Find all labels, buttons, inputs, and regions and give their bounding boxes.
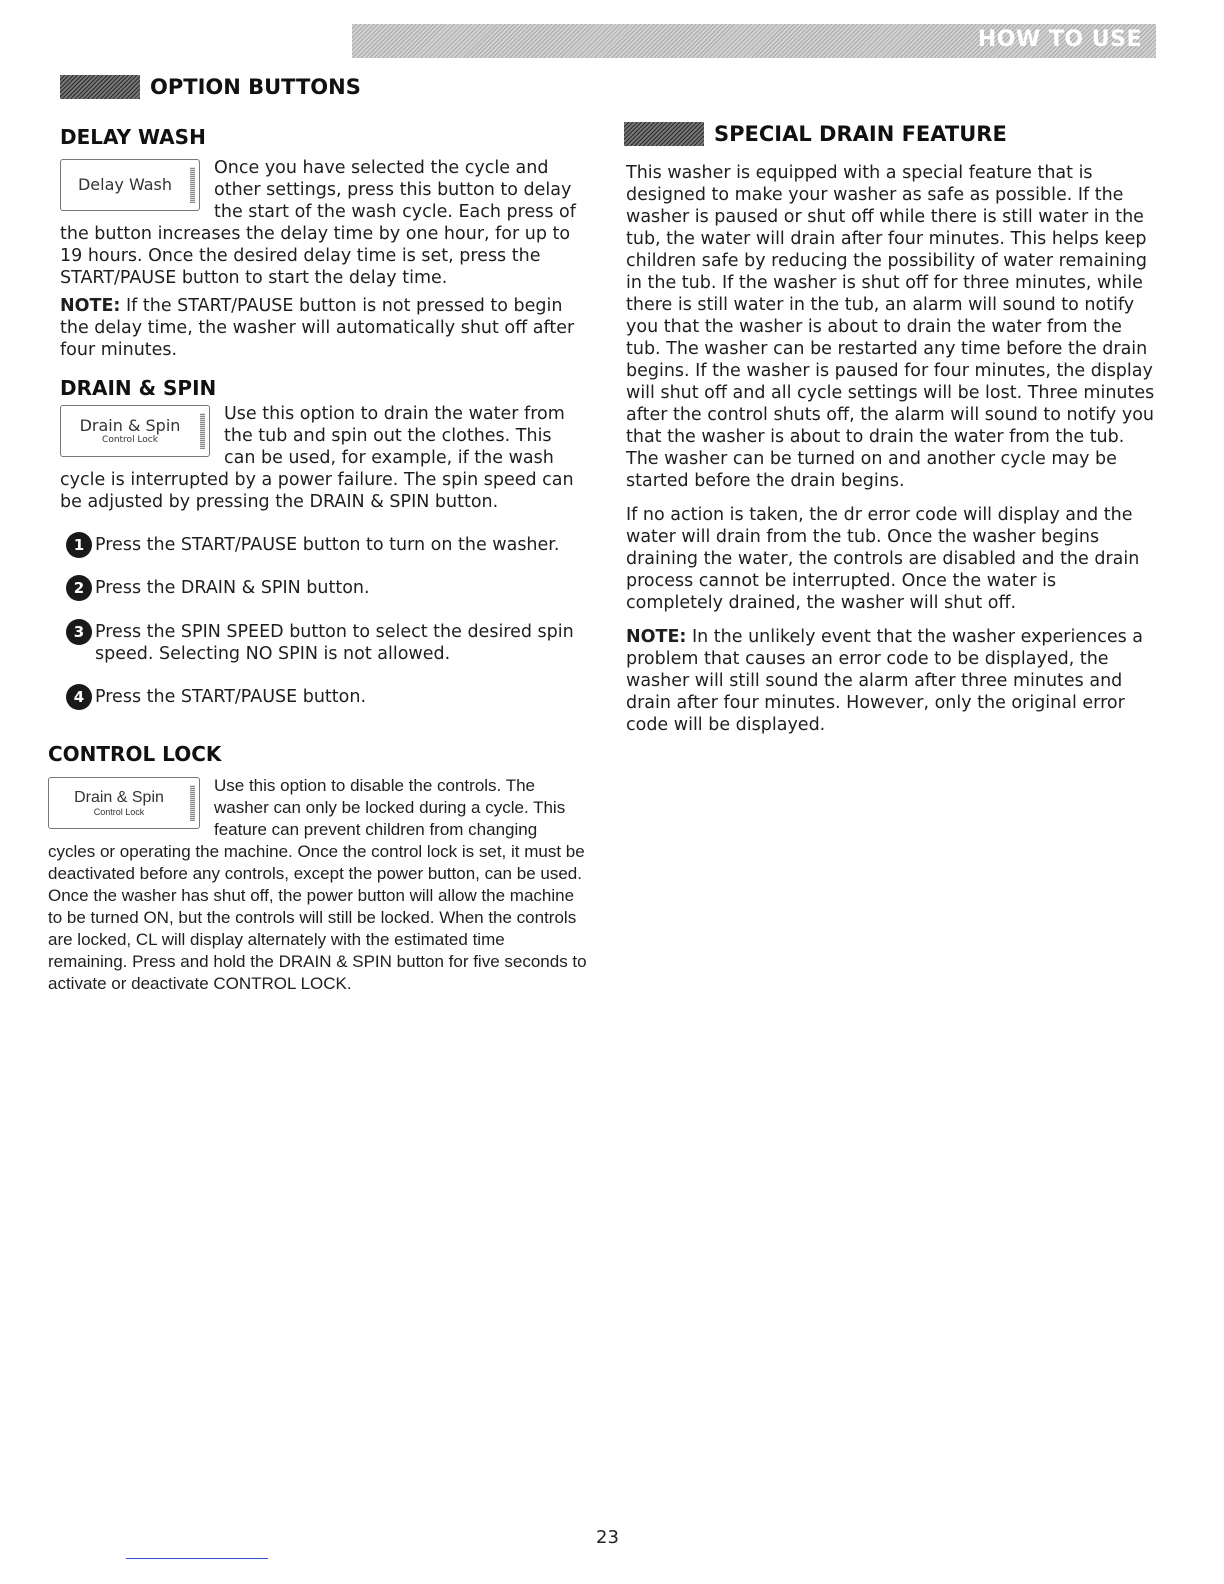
- step-3: [66, 621, 586, 665]
- delay-wash-note-text: If the START/PAUSE button is not pressed to begin the delay time, the washer will automatically shut off after four minutes.: [60, 296, 575, 360]
- option-buttons-title: OPTION BUTTONS: [150, 75, 361, 99]
- control-lock-heading: CONTROL LOCK: [48, 742, 222, 766]
- step-text: Press the START/PAUSE button to turn on the washer.: [95, 535, 560, 555]
- control-lock-button-sublabel: Control Lock: [93, 807, 145, 817]
- control-lock-button-label: Drain & Spin: [74, 789, 164, 806]
- step-text: Press the START/PAUSE button.: [95, 687, 367, 707]
- delay-wash-note-label: NOTE:: [60, 296, 121, 316]
- delay-wash-note: [60, 295, 586, 361]
- special-drain-note-label: NOTE:: [626, 627, 687, 647]
- drain-spin-button[interactable]: [60, 405, 210, 457]
- special-drain-note-text: In the unlikely event that the washer experiences a problem that causes an error code to be displayed, the washer will still sound the alarm after three minutes and drain after four minutes. However, only the original error code will be displayed.: [626, 627, 1144, 735]
- drain-spin-button-label: Drain & Spin: [79, 416, 181, 435]
- drain-spin-section: [60, 403, 586, 513]
- footer-rule: [126, 1558, 268, 1559]
- delay-wash-section: [60, 157, 586, 361]
- step-2: [66, 577, 586, 601]
- special-drain-note: [626, 626, 1156, 736]
- delay-wash-body: Once you have selected the cycle and other settings, press this button to delay the start of the wash cycle. Each press of the button increases the delay time by one hour, for up to 19 hours. Once the desired delay time is set, press the START/PAUSE button to start the delay time.: [60, 158, 576, 288]
- heading-block-icon: [60, 75, 140, 99]
- special-drain-section: [626, 162, 1156, 736]
- delay-wash-button-label: Delay Wash: [77, 175, 173, 194]
- heading-block-icon: [624, 122, 704, 146]
- option-buttons-heading: [60, 75, 361, 99]
- control-lock-body: Use this option to disable the controls. The washer can only be locked during a cycle. This feature can prevent children from changing cycles or operating the machine. Once the control lock is set, it must be deactivated before any controls, except the power button, can be used. Once the washer has shut off, the power button will allow the machine to be turned ON, but the controls will still be locked. When the controls are locked, CL will display alternately with the estimated time remaining. Press and hold the DRAIN & SPIN button for five seconds to activate or deactivate CONTROL LOCK.: [48, 776, 587, 993]
- step-number-icon: 2: [66, 575, 92, 601]
- header-title: HOW TO USE: [977, 27, 1142, 52]
- drain-spin-heading: DRAIN & SPIN: [60, 376, 217, 400]
- step-number-icon: 4: [66, 684, 92, 710]
- step-number-icon: 3: [66, 619, 92, 645]
- step-4: [66, 686, 586, 710]
- delay-wash-button[interactable]: [60, 159, 200, 211]
- special-drain-title: SPECIAL DRAIN FEATURE: [714, 122, 1007, 146]
- special-drain-para-1: This washer is equipped with a special feature that is designed to make your washer as safe as possible. If the washer is paused or shut off while there is still water in the tub, the water will drain after four minutes. This helps keep children safe by reducing the possibility of water remaining in the tub. If the washer is shut off for three minutes, while there is still water in the tub, an alarm will sound to notify you that the washer is about to drain the water from the tub. The washer can be restarted any time before the drain begins. If the washer is paused for four minutes, the display will shut off and all cycle settings will be lost. Three minutes after the control shuts off, the alarm will sound to notify you that the washer is about to drain the water from the tub. The washer can be turned on and another cycle may be started before the drain begins.: [626, 163, 1155, 491]
- drain-spin-body: Use this option to drain the water from the tub and spin out the clothes. This can be used, for example, if the wash cycle is interrupted by a power failure. The spin speed can be adjusted by pressing the DRAIN & SPIN button.: [60, 404, 574, 512]
- button-grip-icon: [190, 167, 195, 203]
- control-lock-button[interactable]: [48, 777, 200, 829]
- page-number: 23: [596, 1527, 619, 1548]
- step-1: [66, 534, 586, 558]
- header-band: [352, 24, 1156, 58]
- button-grip-icon: [190, 785, 195, 821]
- step-number-icon: 1: [66, 532, 92, 558]
- special-drain-heading: [624, 122, 1007, 146]
- special-drain-para-2: If no action is taken, the dr error code will display and the water will drain from the tub. Once the washer begins draining the water, the controls are disabled and the drain process cannot be interrupted. Once the water is completely drained, the washer will shut off.: [626, 505, 1140, 613]
- control-lock-section: [48, 775, 588, 995]
- step-text: Press the SPIN SPEED button to select the desired spin speed. Selecting NO SPIN is not allowed.: [95, 622, 574, 664]
- drain-spin-button-sublabel: Control Lock: [102, 435, 158, 445]
- step-text: Press the DRAIN & SPIN button.: [95, 578, 370, 598]
- delay-wash-heading: DELAY WASH: [60, 125, 206, 149]
- button-grip-icon: [200, 413, 205, 449]
